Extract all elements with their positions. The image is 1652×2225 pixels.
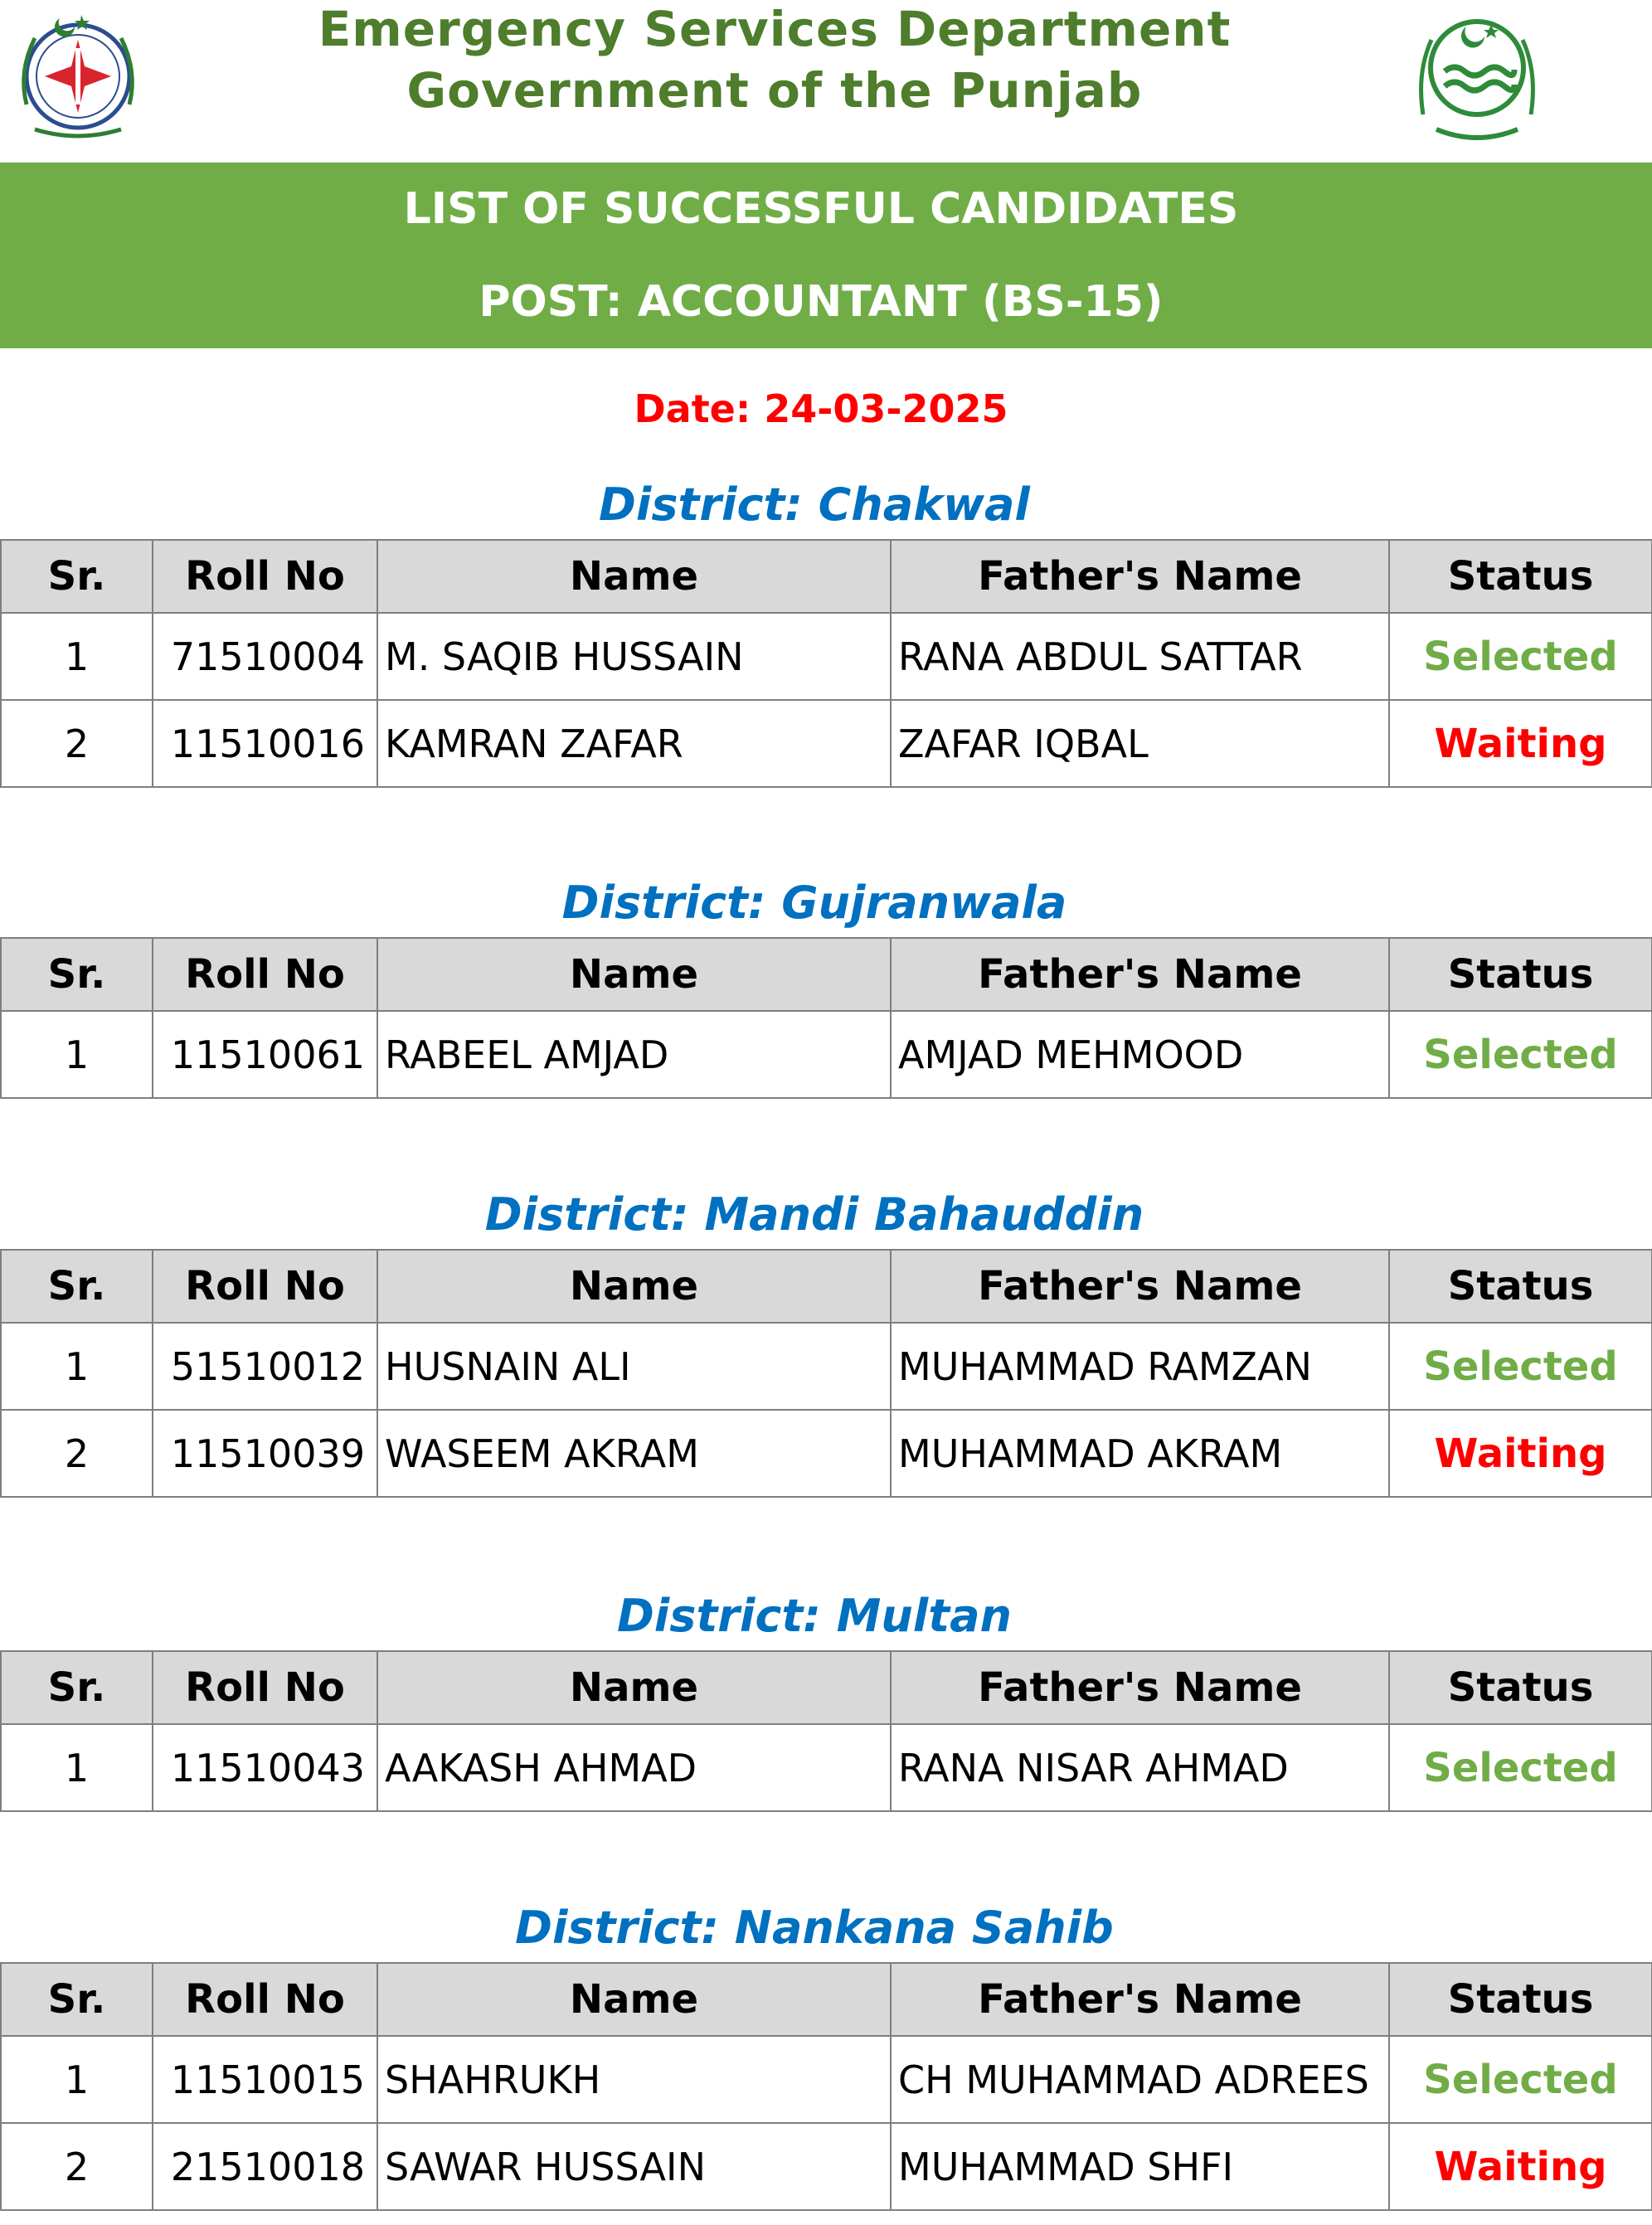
page-header	[0, 0, 1652, 163]
column-header: Name	[377, 540, 891, 613]
name-cell: KAMRAN ZAFAR	[377, 700, 891, 787]
district-heading: District: Chakwal	[599, 479, 1030, 531]
candidates-table	[0, 539, 1652, 788]
column-header: Father's Name	[891, 938, 1389, 1011]
district-section	[0, 877, 1652, 1078]
post-title: POST: ACCOUNTANT (BS-15)	[479, 277, 1164, 327]
sr-cell: 2	[1, 2123, 153, 2210]
father-name-cell: RANA NISAR AHMAD	[891, 1724, 1389, 1811]
date-label: Date: 24-03-2025	[634, 386, 1008, 431]
column-header: Father's Name	[891, 1963, 1389, 2036]
candidates-table	[0, 1650, 1652, 1812]
status-cell: Waiting	[1389, 1410, 1652, 1497]
column-header: Roll No	[153, 938, 377, 1011]
table-row	[1, 1410, 1652, 1497]
column-header: Name	[377, 938, 891, 1011]
status-cell: Selected	[1389, 2036, 1652, 2123]
column-header: Sr.	[1, 1963, 153, 2036]
name-cell: M. SAQIB HUSSAIN	[377, 613, 891, 700]
table-row	[1, 2036, 1652, 2123]
column-header: Sr.	[1, 938, 153, 1011]
sr-cell: 2	[1, 1410, 153, 1497]
name-cell: SAWAR HUSSAIN	[377, 2123, 891, 2210]
father-name-cell: AMJAD MEHMOOD	[891, 1011, 1389, 1098]
title-banner	[0, 163, 1652, 348]
roll-no-cell: 21510018	[153, 2123, 377, 2210]
district-heading: District: Gujranwala	[561, 877, 1067, 929]
column-header: Name	[377, 1651, 891, 1724]
column-header: Roll No	[153, 1250, 377, 1323]
roll-no-cell: 11510061	[153, 1011, 377, 1098]
org-title-line1: Emergency Services Department	[318, 1, 1232, 57]
status-cell: Selected	[1389, 613, 1652, 700]
status-cell: Selected	[1389, 1011, 1652, 1098]
column-header: Status	[1389, 938, 1652, 1011]
sr-cell: 2	[1, 700, 153, 787]
roll-no-cell: 11510039	[153, 1410, 377, 1497]
list-title: LIST OF SUCCESSFUL CANDIDATES	[403, 184, 1239, 234]
sr-cell: 1	[1, 2036, 153, 2123]
roll-no-cell: 51510012	[153, 1323, 377, 1410]
roll-no-cell: 71510004	[153, 613, 377, 700]
sr-cell: 1	[1, 1724, 153, 1811]
table-row	[1, 700, 1652, 787]
sr-cell: 1	[1, 613, 153, 700]
roll-no-cell: 11510043	[153, 1724, 377, 1811]
candidates-table	[0, 937, 1652, 1099]
org-title-line2: Government of the Punjab	[406, 62, 1143, 119]
candidates-table	[0, 1249, 1652, 1498]
district-section	[0, 1590, 1652, 1791]
column-header: Name	[377, 1250, 891, 1323]
candidates-table	[0, 1962, 1652, 2211]
table-row	[1, 2123, 1652, 2210]
column-header: Roll No	[153, 540, 377, 613]
father-name-cell: MUHAMMAD SHFI	[891, 2123, 1389, 2210]
district-section	[0, 1188, 1652, 1477]
column-header: Father's Name	[891, 1250, 1389, 1323]
name-cell: AAKASH AHMAD	[377, 1724, 891, 1811]
column-header: Father's Name	[891, 540, 1389, 613]
district-heading: District: Multan	[616, 1590, 1013, 1642]
table-header-row	[1, 938, 1652, 1011]
table-row	[1, 1011, 1652, 1098]
table-row	[1, 1724, 1652, 1811]
father-name-cell: MUHAMMAD RAMZAN	[891, 1323, 1389, 1410]
name-cell: SHAHRUKH	[377, 2036, 891, 2123]
name-cell: WASEEM AKRAM	[377, 1410, 891, 1497]
father-name-cell: ZAFAR IQBAL	[891, 700, 1389, 787]
table-header-row	[1, 540, 1652, 613]
district-heading: District: Mandi Bahauddin	[484, 1188, 1144, 1241]
name-cell: RABEEL AMJAD	[377, 1011, 891, 1098]
father-name-cell: MUHAMMAD AKRAM	[891, 1410, 1389, 1497]
roll-no-cell: 11510015	[153, 2036, 377, 2123]
table-header-row	[1, 1250, 1652, 1323]
column-header: Father's Name	[891, 1651, 1389, 1724]
father-name-cell: RANA ABDUL SATTAR	[891, 613, 1389, 700]
column-header: Roll No	[153, 1651, 377, 1724]
column-header: Status	[1389, 540, 1652, 613]
column-header: Status	[1389, 1250, 1652, 1323]
column-header: Status	[1389, 1651, 1652, 1724]
table-row	[1, 1323, 1652, 1410]
status-cell: Waiting	[1389, 2123, 1652, 2210]
column-header: Sr.	[1, 1651, 153, 1724]
column-header: Roll No	[153, 1963, 377, 2036]
column-header: Sr.	[1, 540, 153, 613]
district-section	[0, 479, 1652, 767]
table-header-row	[1, 1651, 1652, 1724]
sr-cell: 1	[1, 1011, 153, 1098]
column-header: Status	[1389, 1963, 1652, 2036]
district-heading: District: Nankana Sahib	[515, 1902, 1114, 1954]
status-cell: Selected	[1389, 1724, 1652, 1811]
punjab-emblem-icon	[1411, 7, 1543, 141]
sr-cell: 1	[1, 1323, 153, 1410]
table-row	[1, 613, 1652, 700]
status-cell: Waiting	[1389, 700, 1652, 787]
table-header-row	[1, 1963, 1652, 2036]
status-cell: Selected	[1389, 1323, 1652, 1410]
column-header: Name	[377, 1963, 891, 2036]
father-name-cell: CH MUHAMMAD ADREES	[891, 2036, 1389, 2123]
name-cell: HUSNAIN ALI	[377, 1323, 891, 1410]
column-header: Sr.	[1, 1250, 153, 1323]
district-section	[0, 1902, 1652, 2190]
roll-no-cell: 11510016	[153, 700, 377, 787]
